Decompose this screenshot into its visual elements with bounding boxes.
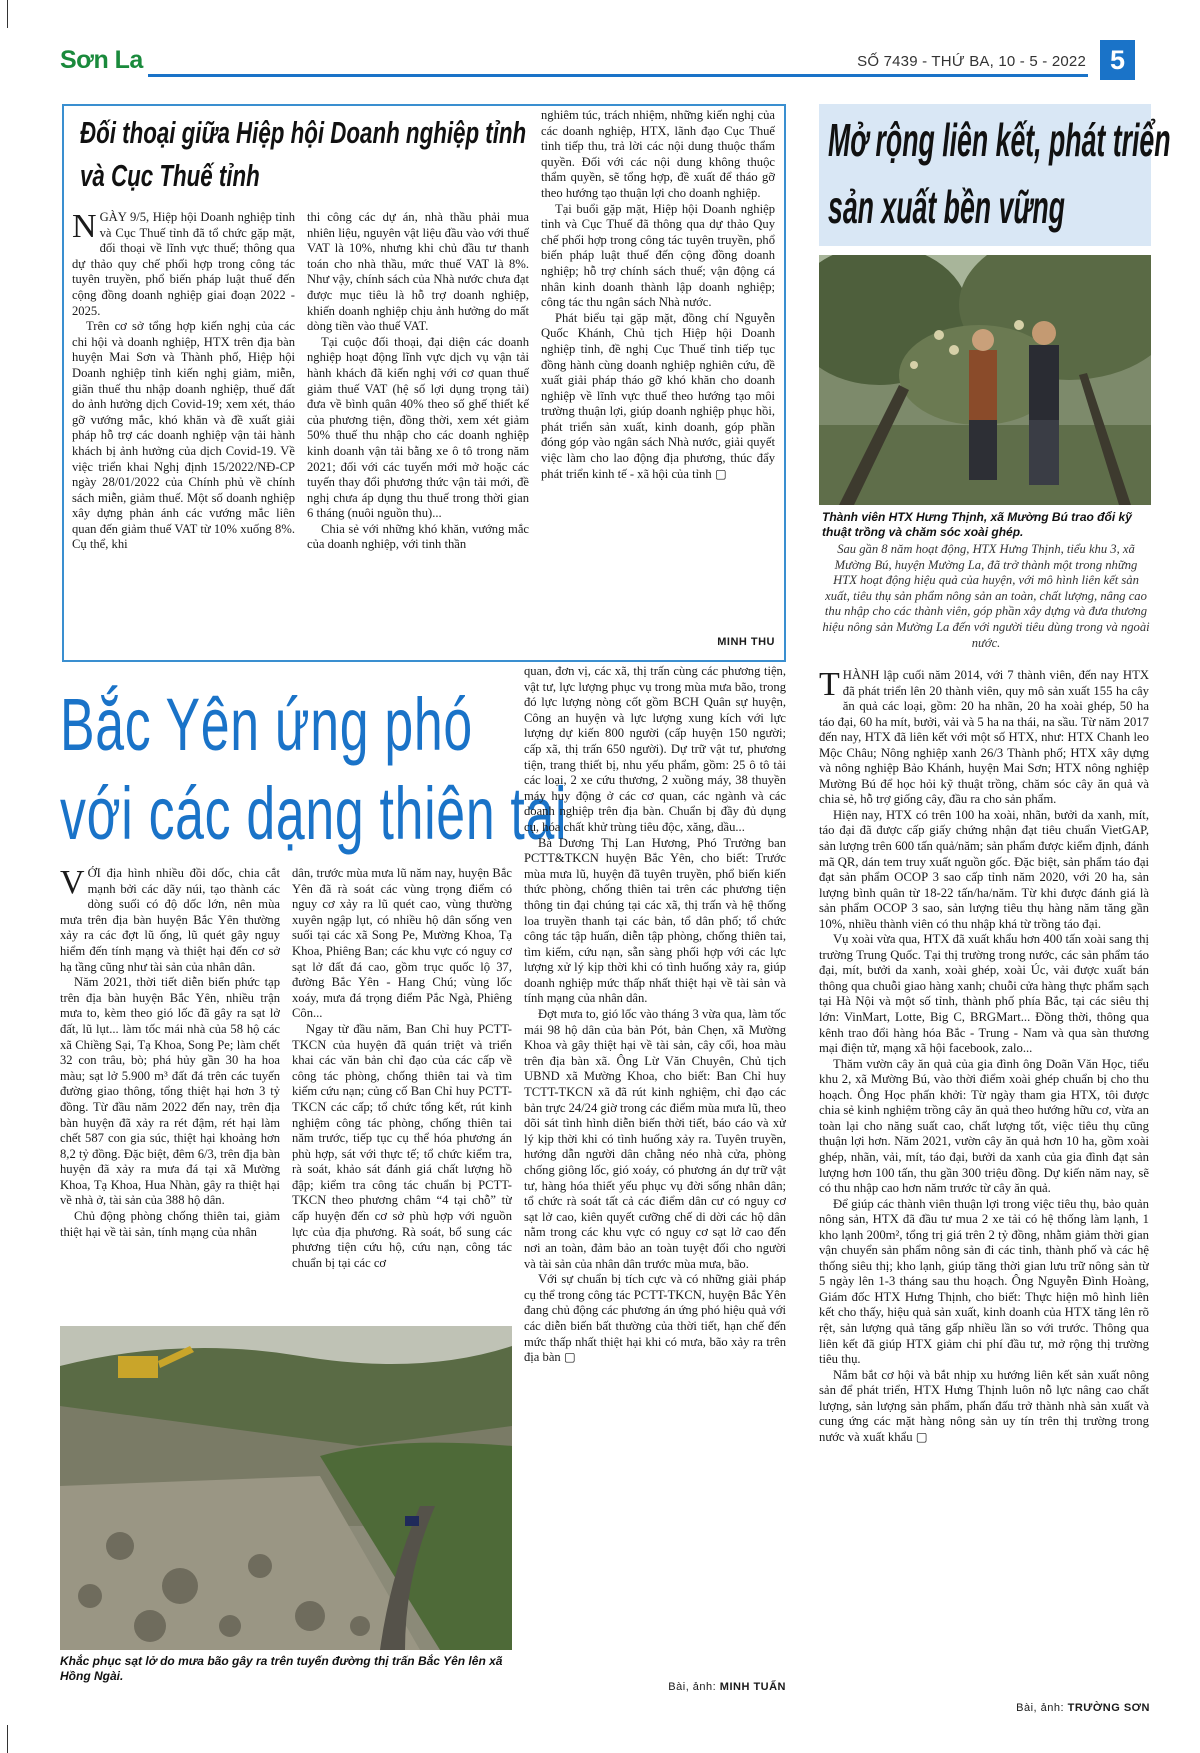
article1-title-line2: và Cục Thuế tỉnh: [80, 158, 260, 193]
article3-title-line1: Bắc Yên ứng phó: [60, 683, 473, 766]
paragraph: Tại cuộc đối thoại, đại diện các doanh nghiệp hoạt động lĩnh vực dịch vụ vận tải hành khách đã kiến nghị với cơ quan thuế giảm thuế VAT (hệ số lợi dụng trọng tải) đưa về bình quân 40% theo số ghế thiết kế của phương tiện, đồng thời, xem xét giảm 50% thuế thu nhập cho các doanh nghiệp kinh doanh vận tải bằng xe ô tô trong năm 2021; đối với các tuyến mới mở hoặc các tuyến thay đổi phương thức vận tải mới, đề nghị chưa áp dụng thu thuế trong thời gian 6 tháng (nuôi nguồn thu)...: [307, 334, 529, 521]
paragraph: Hiện nay, HTX có trên 100 ha xoài, nhãn, bưởi da xanh, mít, táo đại đã được cấp giấy chứng nhận đạt tiêu chuẩn VietGAP, sản lượng trên 600 tấn quả/năm; sản phẩm được kiểm định, đánh mã QR, dán tem truy xuất nguồn gốc. Đặc biệt, sản phẩm táo đại đạt sản phẩm OCOP 3 sao cấp tỉnh năm 2020, với 20 ha, sản lượng bình quân từ 18-22 tấn/ha/năm. Từ khi được đánh giá là sản phẩm OCOP 3 sao, sản lượng tiêu thụ hàng năm tăng gần 10%, nhiều thành viên có thu nhập khá từ trồng táo đại.: [819, 807, 1149, 931]
article2-title-line1: Mở rộng liên kết, phát triển: [828, 114, 1171, 166]
article1-col3: [541, 108, 775, 632]
paragraph: Thăm vườn cây ăn quả của gia đình ông Doãn Văn Học, tiểu khu 2, xã Mường Bú, vào thời điểm xoài ghép chuẩn bị cho thu hoạch. Ông Học phấn khởi: Từ ngày tham gia HTX, tôi được chia sẻ kinh nghiệm trồng cây ăn quả theo hướng hữu cơ, vừa an toàn lại cho năng suất cao, chất lượng tốt, việc tiêu thụ cũng thuận lợi hơn. Năm 2021, vườn cây ăn quả hơn 10 ha, gồm xoài ghép, nhãn, vải, mít, táo đại, bưởi da xanh của gia đình đạt sản lượng hơn 100 tấn, thu gần 300 triệu đồng. Dự kiến năm nay, sẽ có thu nhập cao hơn năm trước từ cây ăn quả.: [819, 1056, 1149, 1196]
paragraph: Bà Dương Thị Lan Hương, Phó Trưởng ban PCTT&TKCN huyện Bắc Yên, cho biết: Trước mùa mưa lũ, huyện đã tuyên truyền, phổ biến kiến thức phòng, chống thiên tai trên các phương tiện thông tin đại chúng tại các xã, thị trấn và hệ thống loa truyền thanh tại các bản, tổ dân phố; tổ chức công tác tập huấn, diễn tập phòng, chống thiên tai, tìm kiếm, cứu nạn, sẵn sàng phối hợp với các lực lượng xử lý kịp thời khi có tình huống xảy ra, giúp doanh nghiệp mức thấp nhất thiệt hại về tài sản và tính mạng của nhân dân.: [524, 835, 786, 1006]
paragraph: Năm 2021, thời tiết diễn biến phức tạp trên địa bàn huyện Bắc Yên, nhiều trận mưa to, kèm theo gió lốc đã gây ra sạt lở đất, lũ lụt... làm tốc mái nhà của 58 hộ các xã Chiềng Sại, Tạ Khoa, Song Pe; làm chết 32 con trâu, bò; phá hủy gần 30 ha hoa màu; sạt lở 5.900 m³ đất đá trên các tuyến đường giao thông, tổng thiệt hại hơn 3 tỷ đồng. Từ đầu năm 2022 đến nay, trên địa bàn huyện đã xảy ra rét đậm, rét hại làm chết 587 con gia súc, thiệt hại khoảng hơn 8,2 tỷ đồng. Đặc biệt, đêm 6/3, trên địa bàn huyện đã xảy ra mưa đá tại xã Mường Khoa, Tạ Khoa, Hua Nhàn, gây ra thiệt hại về nhà ở, tài sản của 388 hộ dân.: [60, 975, 280, 1208]
paragraph: thi công các dự án, nhà thầu phải mua nhiên liệu, nguyên vật liệu đầu vào với thuế VAT là 10%, nhưng khi chủ đầu tư thanh toán cho nhà thầu, mức thuế VAT là 8%. Như vậy, chính sách của Nhà nước chưa đạt được mục tiêu là hỗ trợ doanh nghiệp, khiến doanh nghiệp chịu ảnh hưởng do mất dòng tiền vào thuế VAT.: [307, 210, 529, 334]
landslide-road-photo: [60, 1326, 512, 1650]
mango-orchard-photo: [819, 255, 1151, 505]
article3-photo-caption: Khắc phục sạt lở do mưa bão gây ra trên tuyến đường thị trấn Bắc Yên lên xã Hồng Ngài.: [60, 1654, 503, 1683]
paragraph: Ngay từ đầu năm, Ban Chỉ huy PCTT-TKCN của huyện đã quán triệt và triển khai các văn bản chỉ đạo của các cấp về công tác phòng, chống thiên tai và tìm kiếm cứu nạn; củng cố Ban Chỉ huy PCTT-TKCN các cấp; tổ chức tổng kết, rút kinh nghiệm công tác phòng, chống thiên tai năm trước, tiếp tục cụ thể hóa phương án phù hợp, sát với thực tế; tổ chức kiểm tra, rà soát, khảo sát đánh giá chất lượng hồ đập; kiểm tra công tác chuẩn bị PCTT-TKCN theo phương châm “4 tại chỗ” từ cấp huyện đến cơ sở phù hợp với nguồn lực của địa phương. Rà soát, bổ sung các phương tiện cứu hộ, cứu nạn, công tác chuẩn bị tại các cơ: [292, 1021, 512, 1270]
paragraph: Nắm bắt cơ hội và bắt nhịp xu hướng liên kết sản xuất nông sản để phát triển, HTX Hưng Thịnh luôn nỗ lực nâng cao chất lượng, sản lượng sản phẩm, phấn đấu trở thành nhà sản xuất và cung ứng các mặt hàng nông sản uy tín trên thị trường trong nước và xuất khẩu ▢: [819, 1367, 1149, 1444]
article3-col1: [60, 866, 280, 1322]
issue-info: SỐ 7439 - THỨ BA, 10 - 5 - 2022: [857, 53, 1086, 70]
paragraph: dân, trước mùa mưa lũ năm nay, huyện Bắc Yên đã rà soát các vùng trọng điểm có nguy cơ xảy ra lũ quét cao, vùng thường xuyên ngập lụt, có nhiều hộ dân sống ven suối tại các xã Song Pe, Mường Khoa, Tạ Khoa, Phiêng Ban; các khu vực có nguy cơ sạt lở đất đá cao, gồm trục quốc lộ 37, đường Bắc Yên - Hang Chú; vùng lốc xoáy, mưa đá trọng điểm Pắc Ngà, Phiêng Côn...: [292, 866, 512, 1021]
article3-photo: [60, 1326, 512, 1650]
paragraph: GÀY 9/5, Hiệp hội Doanh nghiệp tỉnh và Cục Thuế tỉnh đã tổ chức gặp mặt, đối thoại về lĩnh vực thuế; thông qua dự thảo quy chế phối hợp trong công tác tuyên truyền, phổ biến pháp luật thuế đến cộng đồng doanh nghiệp giai đoạn 2022 - 2025.: [72, 210, 295, 318]
article3-col2: [292, 866, 512, 1322]
article3-dropcap: V: [60, 866, 85, 901]
paragraph: Chủ động phòng chống thiên tai, giảm thiệt hại về tài sản, tính mạng của nhân: [60, 1209, 280, 1239]
paragraph: Với sự chuẩn bị tích cực và có những giải pháp cụ thể trong công tác PCTT-TKCN, huyện Bắc Yên đang chủ động các phương án ứng phó hiệu quả với các diễn biến bất thường của thời tiết, hạn chế đến mức thấp nhất thiệt hại khi có mưa, bão xảy ra trên địa bàn ▢: [524, 1272, 786, 1365]
section-title: Sơn La: [60, 46, 143, 74]
article3-author: Bài, ảnh: MINH TUẤN: [668, 1681, 786, 1693]
article3-title-line2: với các dạng thiên tai: [60, 772, 568, 855]
article2-photo-caption: Thành viên HTX Hưng Thịnh, xã Mường Bú trao đổi kỹ thuật trồng và chăm sóc xoài ghép.: [822, 510, 1132, 539]
paragraph: Đợt mưa to, gió lốc vào tháng 3 vừa qua, làm tốc mái 98 hộ dân của bản Pót, bản Chẹn, xã Mường Khoa và gây thiệt hại về tài sản, cây cối, hoa màu trên địa bàn xã. Ông Lừ Văn Chuyên, Chủ tịch UBND xã Mường Khoa, cho biết: Ban Chỉ huy TCTT-TKCN xã đã rút kinh nghiệm, chỉ đạo các bản trực 24/24 giờ trong các điểm mùa mưa lũ, theo dõi sát tình hình diễn biến thời tiết, báo cáo và xử lý kịp thời khi có tình huống xảy ra. Tuyên truyền, hướng dẫn người dân chằng néo nhà cửa, phòng chống giông lốc, gió xoáy, có phương án dự trữ vật tư, hàng hóa thiết yếu phục vụ đời sống nhân dân; tổ chức rà soát tất cả các điểm dân cư có nguy cơ sạt lở cao, kiên quyết cưỡng chế di dời các hộ dân nằm trong các khu vực có nguy cơ sạt lở cao đến nơi an toàn, đảm bảo an toàn tuyệt đối cho người và tài sản của nhân dân trước mùa mưa, bão.: [524, 1007, 786, 1271]
paragraph: Phát biểu tại gặp mặt, đồng chí Nguyễn Quốc Khánh, Chủ tịch Hiệp hội Doanh nghiệp tỉnh, đề nghị Cục Thuế tỉnh tiếp tục đồng hành cùng doanh nghiệp nghiên cứu, đề xuất giải pháp tháo gỡ khó khăn cho doanh nghiệp về lĩnh vực thuế theo hướng tạo môi trường thuận lợi, giúp doanh nghiệp phục hồi, phát triển sản xuất, kinh doanh, góp phần đóng góp vào ngân sách Nhà nước, giải quyết việc làm cho lao động địa phương, thúc đẩy phát triển kinh tế - xã hội của tỉnh ▢: [541, 310, 775, 481]
header-rule: [148, 74, 1088, 77]
paragraph: Chia sẻ với những khó khăn, vướng mắc của doanh nghiệp, với tinh thần: [307, 521, 529, 552]
article2-title-line2: sản xuất bền vững: [828, 181, 1065, 233]
article2-body: [819, 668, 1149, 1698]
article2-dropcap: T: [819, 668, 840, 703]
article2-author: Bài, ảnh: TRƯỜNG SƠN: [1016, 1702, 1150, 1714]
paragraph: ỚI địa hình nhiều đồi dốc, chia cắt mạnh bởi các dãy núi, tạo thành các dòng suối có độ dốc lớn, nên mùa mưa trên địa bàn huyện Bắc Yên thường xảy ra các đợt lũ ống, lũ quét gây nguy hiểm đến tính mạng và thiệt hại đến cơ sở hạ tầng cũng như tài sản của nhân dân.: [60, 866, 280, 974]
article1-col2: [307, 210, 529, 650]
article2-sapo: Sau gần 8 năm hoạt động, HTX Hưng Thịnh, tiểu khu 3, xã Mường Bú, huyện Mường La, đã trở thành một trong những HTX hoạt động hiệu quả của huyện, với mô hình liên kết sản xuất, tiêu thụ sản phẩm nông sản an toàn, chất lượng, nâng cao thu nhập cho các thành viên, góp phần xây dựng và đưa thương hiệu nông sản Mường La đến với người tiêu dùng trong và ngoài nước.: [822, 542, 1150, 650]
article1-title-line1: Đối thoại giữa Hiệp hội Doanh nghiệp tỉnh: [80, 115, 527, 150]
paragraph: Để giúp các thành viên thuận lợi trong việc tiêu thụ, bảo quản nông sản, HTX đã đầu tư mua 2 xe tải có hệ thống làm lạnh, 1 kho lạnh 200m², tổng trị giá trên 2 tỷ đồng, nhằm giảm thời gian vận chuyển sản phẩm nông sản đi các tỉnh, thành phố và các hệ thống siêu thị; kho lạnh, giúp tăng thời gian lưu trữ nông sản từ 5 ngày lên 1-3 tháng sau thu hoạch. Ông Nguyễn Đình Hoàng, Giám đốc HTX Hưng Thịnh, cho biết: Thực hiện mô hình liên kết cho thấy, hiệu quả sản xuất, kinh doanh của HTX tăng lên rõ rệt, sản lượng quả tăng gấp nhiều lần so với trước. Thông qua liên kết đã giúp HTX giảm chi phí đầu tư, mở rộng thị trường tiêu thụ.: [819, 1196, 1149, 1367]
article1-dropcap: N: [72, 210, 97, 245]
crop-mark: [7, 0, 8, 28]
page-number: 5: [1100, 40, 1135, 80]
article1-author: MINH THU: [717, 636, 775, 648]
article3-col3: [524, 664, 786, 1674]
article1-col1: [72, 210, 295, 650]
paragraph: Trên cơ sở tổng hợp kiến nghị của các chi hội và doanh nghiệp, HTX trên địa bàn huyện Mai Sơn và Thành phố, Hiệp hội Doanh nghiệp tỉnh kiến nghị giảm, miễn, giãn thuế thu nhập doanh nghiệp, thuế đất do ảnh hưởng dịch Covid-19; xem xét, tháo gỡ vướng mắc, khó khăn và đề xuất giải pháp hỗ trợ các doanh nghiệp vận tải hành khách bị ảnh hưởng của dịch Covid-19. Về việc triển khai Nghị định 15/2022/NĐ-CP ngày 28/01/2022 của Chính phủ về chính sách miễn, giảm thuế. Một số doanh nghiệp xây dựng phản ánh các vướng mắc liên quan đến giảm thuế VAT từ 10% xuống 8%. Cụ thể, khi: [72, 319, 295, 552]
article2-photo: [819, 255, 1151, 505]
paragraph: HÀNH lập cuối năm 2014, với 7 thành viên, đến nay HTX đã phát triển lên 20 thành viên, quy mô sản xuất 155 ha cây ăn quả các loại, gồm: 20 ha nhãn, 20 ha xoài ghép, 50 ha táo đại, 60 ha mít, bưởi, vải và 5 ha na thái, na sầu. Từ năm 2017 đến nay, HTX đã liên kết với một số HTX, như: HTX Chanh leo Mộc Châu; Nông nghiệp xanh 26/3 Thành phố; HTX xây dựng và nông nghiệp Bảo Khánh, huyện Mai Sơn; HTX nông nghiệp Mường Bú để học hỏi kỹ thuật trồng, chăm sóc cây ăn quả và chia sẻ, hỗ trợ giống cây, đầu ra cho sản phẩm.: [819, 668, 1149, 807]
paragraph: Tại buổi gặp mặt, Hiệp hội Doanh nghiệp tỉnh và Cục Thuế đã thông qua dự thảo Quy chế phối hợp trong công tác tuyên truyền, phổ biến pháp luật thuế đến cộng đồng doanh nghiệp; hỗ trợ chính sách thuế; vận động cá nhân kinh doanh thành lập doanh nghiệp; công tác thu ngân sách Nhà nước.: [541, 201, 775, 310]
paragraph: quan, đơn vị, các xã, thị trấn cùng các phương tiện, vật tư, lực lượng phục vụ trong mùa mưa bão, trong đó lực lượng nòng cốt gồm BCH Quân sự huyện, Công an huyện và lực lượng xung kích với lực lượng dự kiến 800 người (cấp huyện 150 người; cấp xã, thị trấn 650 người). Dự trữ vật tư, phương tiện, trang thiết bị, nhu yếu phẩm, gồm: 25 ô tô tải các loại, 2 xe cứu thương, 2 xuồng máy, 38 thuyền máy huy động ở các cơ quan, các ngành và các doanh nghiệp trên địa bàn. Chuẩn bị đầy đủ dụng cụ, hóa chất khử trùng tiêu độc, xăng, dầu...: [524, 664, 786, 834]
crop-mark: [7, 1725, 8, 1753]
paragraph: Vụ xoài vừa qua, HTX đã xuất khẩu hơn 400 tấn xoài sang thị trường Trung Quốc. Tại thị trường trong nước, các sản phẩm táo đại, mít, bưởi da xanh, xoài ghép, xoài Úc, vải được xuất bán thông qua chuỗi giao hàng xanh; chuỗi cửa hàng thực phẩm sạch tại Hà Nội và một số tỉnh, thành phố phía Bắc, tại các siêu thị lớn: VinMart, Lotte, Big C, BRGMart... Đồng thời, thông qua kênh trao đổi hàng hóa Bắc - Trung - Nam và qua sàn thương mại điện tử, mạng xã hội facebook, zalo...: [819, 932, 1149, 1056]
paragraph: nghiêm túc, trách nhiệm, những kiến nghị của các doanh nghiệp, HTX, lãnh đạo Cục Thuế tỉnh tiếp thu, trả lời các nội dung thuộc thẩm quyền. Đối với các nội dung không thuộc thẩm quyền, sẽ tổng hợp, đề xuất để tháo gỡ theo hướng tạo thuận lợi cho doanh nghiệp.: [541, 108, 775, 200]
